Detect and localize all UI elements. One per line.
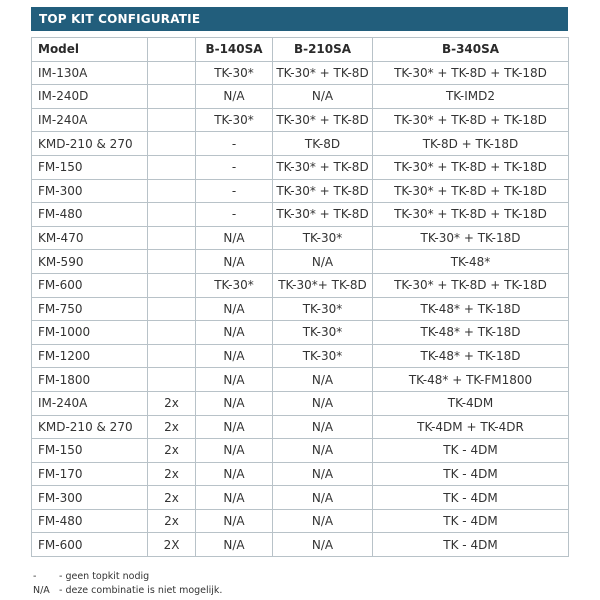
cell-b210sa: N/A xyxy=(273,533,373,557)
legend-item xyxy=(33,585,222,596)
cell-b140sa: - xyxy=(196,155,273,179)
cell-b340sa: TK-30* + TK-8D + TK-18D xyxy=(373,203,569,227)
cell-b340sa: TK-48* + TK-18D xyxy=(373,321,569,345)
cell-b340sa: TK - 4DM xyxy=(373,462,569,486)
table-row xyxy=(32,61,569,85)
cell-multiplier xyxy=(148,155,196,179)
cell-b140sa: N/A xyxy=(196,226,273,250)
cell-b210sa: TK-30* + TK-8D xyxy=(273,203,373,227)
cell-b140sa: TK-30* xyxy=(196,61,273,85)
cell-b140sa: N/A xyxy=(196,533,273,557)
cell-model: FM-600 xyxy=(32,273,148,297)
cell-b210sa: N/A xyxy=(273,439,373,463)
legend-symbol: N/A xyxy=(33,585,50,596)
cell-b140sa: N/A xyxy=(196,462,273,486)
cell-b340sa: TK-30* + TK-8D + TK-18D xyxy=(373,108,569,132)
table-row xyxy=(32,486,569,510)
cell-multiplier: 2x xyxy=(148,415,196,439)
cell-model: IM-240D xyxy=(32,85,148,109)
cell-multiplier: 2x xyxy=(148,391,196,415)
cell-b340sa: TK-30* + TK-18D xyxy=(373,226,569,250)
cell-b340sa: TK-8D + TK-18D xyxy=(373,132,569,156)
cell-multiplier: 2x xyxy=(148,486,196,510)
table-row xyxy=(32,250,569,274)
legend-text: - geen topkit nodig xyxy=(59,571,150,582)
cell-b210sa: N/A xyxy=(273,368,373,392)
table-row xyxy=(32,108,569,132)
cell-b210sa: N/A xyxy=(273,85,373,109)
cell-b210sa: N/A xyxy=(273,391,373,415)
cell-multiplier xyxy=(148,368,196,392)
table-row xyxy=(32,368,569,392)
cell-multiplier xyxy=(148,179,196,203)
kit-configuration-table xyxy=(31,37,569,557)
cell-multiplier xyxy=(148,132,196,156)
cell-b140sa: N/A xyxy=(196,368,273,392)
cell-multiplier xyxy=(148,61,196,85)
table-header-row xyxy=(32,38,569,62)
legend-text: - deze combinatie is niet mogelijk. xyxy=(59,585,223,596)
cell-model: FM-300 xyxy=(32,179,148,203)
cell-b210sa: N/A xyxy=(273,486,373,510)
table-row xyxy=(32,439,569,463)
cell-b210sa: TK-8D xyxy=(273,132,373,156)
cell-b140sa: N/A xyxy=(196,439,273,463)
cell-b340sa: TK - 4DM xyxy=(373,509,569,533)
cell-model: FM-480 xyxy=(32,509,148,533)
table-row xyxy=(32,179,569,203)
column-header-multiplier xyxy=(148,38,196,62)
cell-b140sa: - xyxy=(196,179,273,203)
cell-b340sa: TK-48* + TK-18D xyxy=(373,297,569,321)
legend-symbol: - xyxy=(33,571,37,582)
cell-b210sa: TK-30* + TK-8D xyxy=(273,61,373,85)
cell-model: FM-300 xyxy=(32,486,148,510)
cell-model: FM-1000 xyxy=(32,321,148,345)
cell-multiplier xyxy=(148,203,196,227)
cell-multiplier xyxy=(148,273,196,297)
table-row xyxy=(32,391,569,415)
cell-b140sa: N/A xyxy=(196,391,273,415)
cell-b210sa: N/A xyxy=(273,415,373,439)
cell-model: FM-1200 xyxy=(32,344,148,368)
cell-multiplier: 2X xyxy=(148,533,196,557)
cell-b210sa: N/A xyxy=(273,462,373,486)
table-row xyxy=(32,226,569,250)
cell-b210sa: TK-30* xyxy=(273,344,373,368)
cell-b340sa: TK - 4DM xyxy=(373,439,569,463)
column-header-b140sa: B-140SA xyxy=(196,38,273,62)
cell-model: FM-170 xyxy=(32,462,148,486)
table-row xyxy=(32,132,569,156)
cell-multiplier xyxy=(148,250,196,274)
cell-b340sa: TK-IMD2 xyxy=(373,85,569,109)
cell-model: KM-590 xyxy=(32,250,148,274)
cell-b340sa: TK-30* + TK-8D + TK-18D xyxy=(373,179,569,203)
cell-b210sa: TK-30* xyxy=(273,321,373,345)
cell-b210sa: TK-30* + TK-8D xyxy=(273,179,373,203)
cell-b140sa: N/A xyxy=(196,344,273,368)
cell-b210sa: TK-30* + TK-8D xyxy=(273,155,373,179)
cell-b340sa: TK-48* + TK-18D xyxy=(373,344,569,368)
cell-model: IM-240A xyxy=(32,391,148,415)
table-row xyxy=(32,203,569,227)
table-row xyxy=(32,85,569,109)
cell-b140sa: N/A xyxy=(196,415,273,439)
cell-b210sa: N/A xyxy=(273,250,373,274)
column-header-b210sa: B-210SA xyxy=(273,38,373,62)
cell-b140sa: - xyxy=(196,203,273,227)
cell-b210sa: TK-30* xyxy=(273,297,373,321)
cell-model: KM-470 xyxy=(32,226,148,250)
cell-b340sa: TK-4DM xyxy=(373,391,569,415)
page-title: TOP KIT CONFIGURATIE xyxy=(31,7,568,31)
cell-model: FM-480 xyxy=(32,203,148,227)
cell-b340sa: TK - 4DM xyxy=(373,486,569,510)
table-row xyxy=(32,297,569,321)
cell-model: FM-750 xyxy=(32,297,148,321)
legend-item xyxy=(33,571,149,582)
cell-model: IM-130A xyxy=(32,61,148,85)
cell-multiplier: 2x xyxy=(148,509,196,533)
cell-b340sa: TK-30* + TK-8D + TK-18D xyxy=(373,61,569,85)
cell-b140sa: N/A xyxy=(196,85,273,109)
cell-b340sa: TK-30* + TK-8D + TK-18D xyxy=(373,273,569,297)
cell-b210sa: N/A xyxy=(273,509,373,533)
table-row xyxy=(32,415,569,439)
cell-b140sa: N/A xyxy=(196,250,273,274)
cell-multiplier xyxy=(148,344,196,368)
cell-b340sa: TK - 4DM xyxy=(373,533,569,557)
cell-b140sa: N/A xyxy=(196,486,273,510)
table-row xyxy=(32,344,569,368)
cell-multiplier xyxy=(148,108,196,132)
cell-multiplier: 2x xyxy=(148,439,196,463)
column-header-b340sa: B-340SA xyxy=(373,38,569,62)
cell-model: KMD-210 & 270 xyxy=(32,132,148,156)
column-header-model: Model xyxy=(32,38,148,62)
cell-b140sa: N/A xyxy=(196,321,273,345)
cell-b140sa: N/A xyxy=(196,509,273,533)
cell-b340sa: TK-48* xyxy=(373,250,569,274)
cell-model: FM-1800 xyxy=(32,368,148,392)
table-row xyxy=(32,273,569,297)
cell-model: IM-240A xyxy=(32,108,148,132)
cell-b140sa: N/A xyxy=(196,297,273,321)
cell-b340sa: TK-48* + TK-FM1800 xyxy=(373,368,569,392)
cell-model: FM-150 xyxy=(32,439,148,463)
cell-multiplier: 2x xyxy=(148,462,196,486)
cell-b210sa: TK-30* xyxy=(273,226,373,250)
cell-b340sa: TK-4DM + TK-4DR xyxy=(373,415,569,439)
table-row xyxy=(32,155,569,179)
cell-multiplier xyxy=(148,297,196,321)
table-row xyxy=(32,509,569,533)
cell-b140sa: TK-30* xyxy=(196,108,273,132)
table-row xyxy=(32,321,569,345)
cell-multiplier xyxy=(148,226,196,250)
table-row xyxy=(32,462,569,486)
cell-model: FM-150 xyxy=(32,155,148,179)
cell-b140sa: - xyxy=(196,132,273,156)
cell-model: FM-600 xyxy=(32,533,148,557)
cell-multiplier xyxy=(148,85,196,109)
cell-b140sa: TK-30* xyxy=(196,273,273,297)
cell-b340sa: TK-30* + TK-8D + TK-18D xyxy=(373,155,569,179)
cell-b210sa: TK-30*+ TK-8D xyxy=(273,273,373,297)
cell-model: KMD-210 & 270 xyxy=(32,415,148,439)
table-row xyxy=(32,533,569,557)
cell-multiplier xyxy=(148,321,196,345)
cell-b210sa: TK-30* + TK-8D xyxy=(273,108,373,132)
